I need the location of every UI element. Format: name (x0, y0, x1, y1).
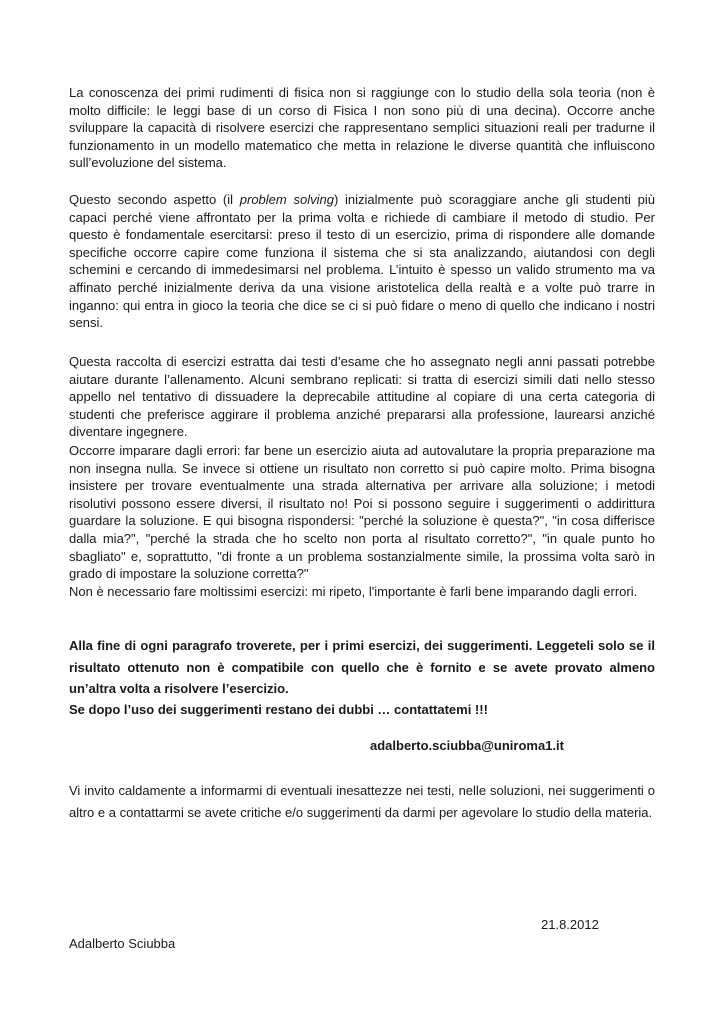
contact-line: Se dopo l’uso dei suggerimenti restano dei dubbi … contattatemi !!! (69, 702, 488, 717)
collection-paragraph: Questa raccolta di esercizi estratta dai testi d’esame che ho assegnato negli anni passati potrebbe aiutare durante l’allenamento. Alcuni sembrano replicati: si tratta di esercizi simili dati nello stesso appello nel tentativo di dissuadere la deprecabile attitudine al copiare di una certa categoria di studenti che preferisce aggirare il problema anziché prepararsi alla professione, laurearsi anziché diventare ingegnere. (69, 354, 655, 440)
author-signature: Adalberto Sciubba (69, 936, 176, 951)
practice-paragraph: Non è necessario fare moltissimi esercizi: mi ripeto, l'importante è farli bene imparando dagli errori. (69, 584, 638, 599)
document-date: 21.8.2012 (541, 917, 599, 932)
errors-paragraph: Occorre imparare dagli errori: far bene un esercizio aiuta ad autovalutare la propria preparazione ma non insegna nulla. Se invece si ottiene un risultato non corretto si può capire molto. Prima bisogna insistere per trovare eventualmente una strada alternativa per arrivare alla soluzione; i metodi risolutivi possono essere diversi, il risultato no! Poi si possono seguire i suggerimenti o addirittura guardare la soluzione. E qui bisogna rispondersi: "perché la soluzione è questa?", "in cosa differisce dalla mia?", "perché la strada che ho scelto non porta al risultato corretto?", "in quale punto ho sbagliato" e, soprattutto, "di fronte a un problema sostanzialmente simile, la prossima volta sarò in grado di impostare la soluzione corretta?" (69, 443, 655, 582)
problem-solving-text-before: Questo secondo aspetto (il (69, 192, 240, 207)
problem-solving-paragraph (69, 191, 655, 332)
email-link[interactable]: adalberto.sciubba@uniroma1.it (370, 738, 564, 753)
intro-paragraph: La conoscenza dei primi rudimenti di fisica non si raggiunge con lo studio della sola teoria (non è molto difficile: le leggi base di un corso di Fisica I non sono più di una decina). Occorre anche sviluppare la capacità di risolvere esercizi che rappresentano semplici situazioni reali per tradurne il funzionamento in un modello matematico che metta in relazione le diverse quantità che influiscono sull’evoluzione del sistema. (69, 85, 655, 171)
problem-solving-text-after: ) inizialmente può scoraggiare anche gli studenti più capaci perché viene affrontato per la prima volta e richiede di cambiare il metodo di studio. Per questo è fondamentale esercitarsi: preso il testo di un esercizio, prima di rispondere alle domande specifiche occorre capire come funziona il sistema che si sta analizzando, aiutandosi con degli schemini e cercando di immedesimarsi nel problema. L’intuito è spesso un valido strumento ma va affinato perché inizialmente deriva da una visione aristotelica della realtà e a volte può trarre in inganno: qui entra in gioco la teoria che dice se ci si può fidare o meno di quello che indicano i nostri sensi. (69, 192, 655, 331)
closing-paragraph: Vi invito caldamente a informarmi di eventuali inesattezze nei testi, nelle soluzioni, nei suggerimenti o altro e a contattarmi se avete critiche e/o suggerimenti da darmi per agevolare lo studio della materia. (69, 783, 655, 820)
problem-solving-term: problem solving (239, 192, 334, 207)
hints-paragraph: Alla fine di ogni paragrafo troverete, per i primi esercizi, dei suggerimenti. Leggeteli solo se il risultato ottenuto non è compatibile con quello che è fornito e se avete provato almeno un’altra volta a risolvere l’esercizio. (69, 638, 655, 696)
